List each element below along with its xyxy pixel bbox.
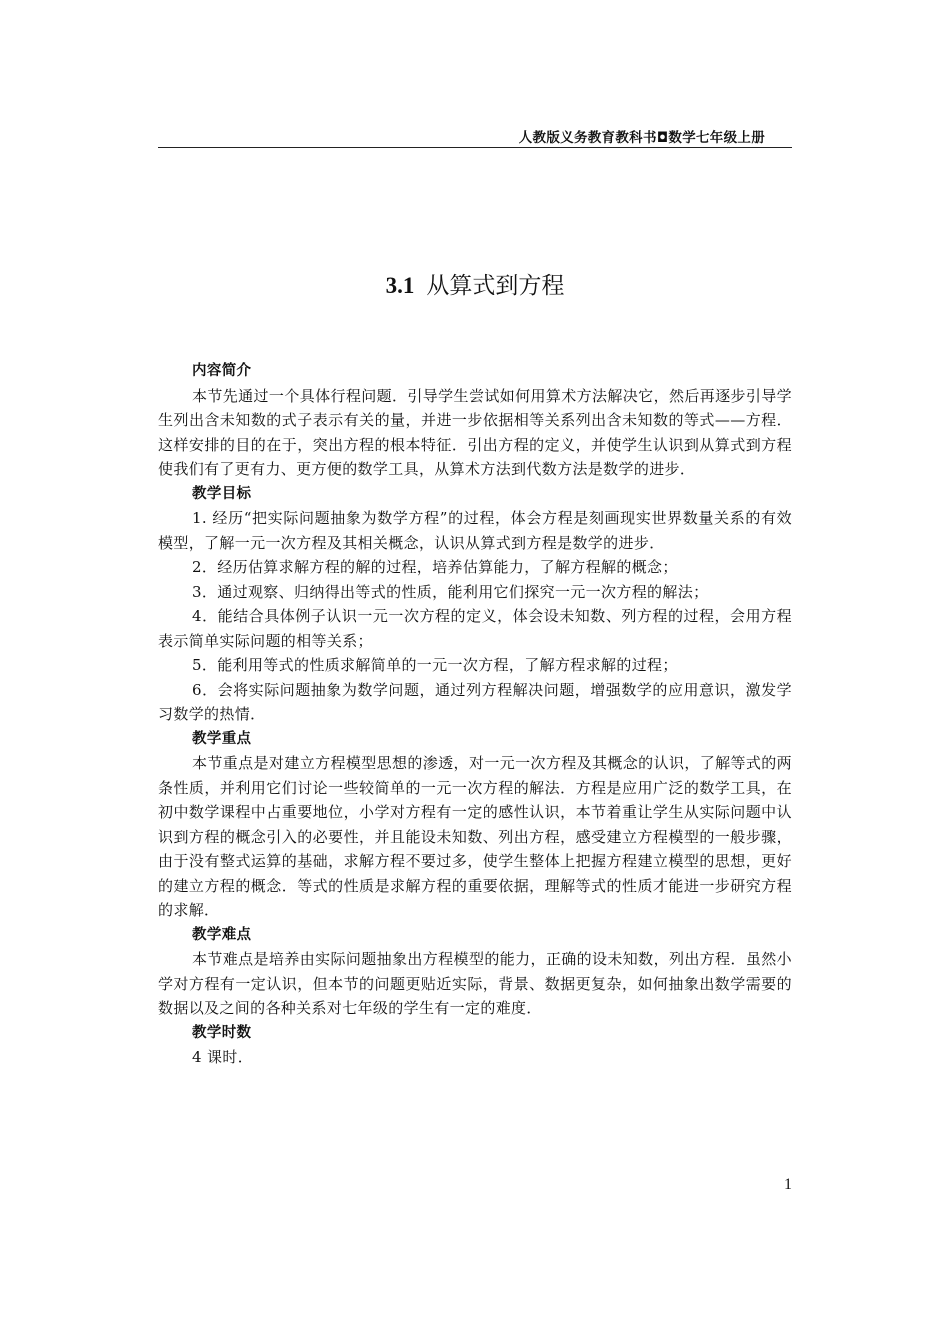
- key-points-paragraph: 本节重点是对建立方程模型思想的渗透，对一元一次方程及其概念的认识，了解等式的两条性质，并利用它们讨论一些较简单的一元一次方程的解法．方程是应用广泛的数学工具，在初中数学课程中占重要地位，小学对方程有一定的感性认识，本节着重让学生从实际问题中认识到方程的概念引入的必要性，并且能设未知数、列出方程，感受建立方程模型的一般步骤，由于没有整式运算的基础，求解方程不要过多，使学生整体上把握方程建立模型的思想，更好的建立方程的概念．等式的性质是求解方程的重要依据，理解等式的性质才能进一步研究方程的求解．: [158, 754, 792, 919]
- header-rule: [158, 147, 792, 148]
- key-points-heading: 教学重点: [192, 730, 252, 747]
- page-body: [158, 359, 792, 1070]
- goals-heading: 教学目标: [192, 485, 252, 502]
- section-title: [0, 268, 950, 304]
- goal-item-5: 5．能利用等式的性质求解简单的一元一次方程，了解方程求解的过程；: [192, 656, 678, 674]
- goal-item-1: 1. 经历“把实际问题抽象为数学方程”的过程，体会方程是刻画现实世界数量关系的有效模型，了解一元一次方程及其相关概念，认识从算式到方程是数学的进步．: [158, 509, 792, 552]
- intro-paragraph: 本节先通过一个具体行程问题．引导学生尝试如何用算术方法解决它，然后再逐步引导学生列出含未知数的式子表示有关的量，并进一步依据相等关系列出含未知数的等式——方程．这样安排的目的在于，突出方程的根本特征．引出方程的定义，并使学生认识到从算式到方程使我们有了更有力、更方便的数学工具，从算术方法到代数方法是数学的进步．: [158, 386, 792, 478]
- page-number: 1: [784, 1176, 792, 1193]
- goal-item-4: 4．能结合具体例子认识一元一次方程的定义，体会设未知数、列方程的过程，会用方程表示简单实际问题的相等关系；: [158, 607, 792, 650]
- section-name: 从算式到方程: [426, 273, 565, 299]
- section-number: 3.1: [385, 273, 415, 298]
- running-header: 人教版义务教育教科书◘数学七年级上册: [518, 130, 765, 146]
- intro-heading: 内容简介: [192, 363, 252, 379]
- hours-text: 4 课时．: [192, 1048, 254, 1066]
- goal-item-6: 6．会将实际问题抽象为数学问题，通过列方程解决问题，增强数学的应用意识，激发学习数学的热情．: [158, 680, 792, 723]
- difficulties-heading: 教学难点: [192, 926, 252, 943]
- hours-heading: 教学时数: [192, 1024, 252, 1041]
- goal-item-3: 3．通过观察、归纳得出等式的性质，能利用它们探究一元一次方程的解法；: [192, 582, 709, 601]
- goal-item-2: 2．经历估算求解方程的解的过程，培养估算能力，了解方程解的概念；: [192, 558, 678, 576]
- difficulties-paragraph: 本节难点是培养由实际问题抽象出方程模型的能力，正确的设未知数，列出方程．虽然小学对方程有一定认识，但本节的问题更贴近实际，背景、数据更复杂，如何抽象出数学需要的数据以及之间的各种关系对七年级的学生有一定的难度．: [158, 950, 792, 1017]
